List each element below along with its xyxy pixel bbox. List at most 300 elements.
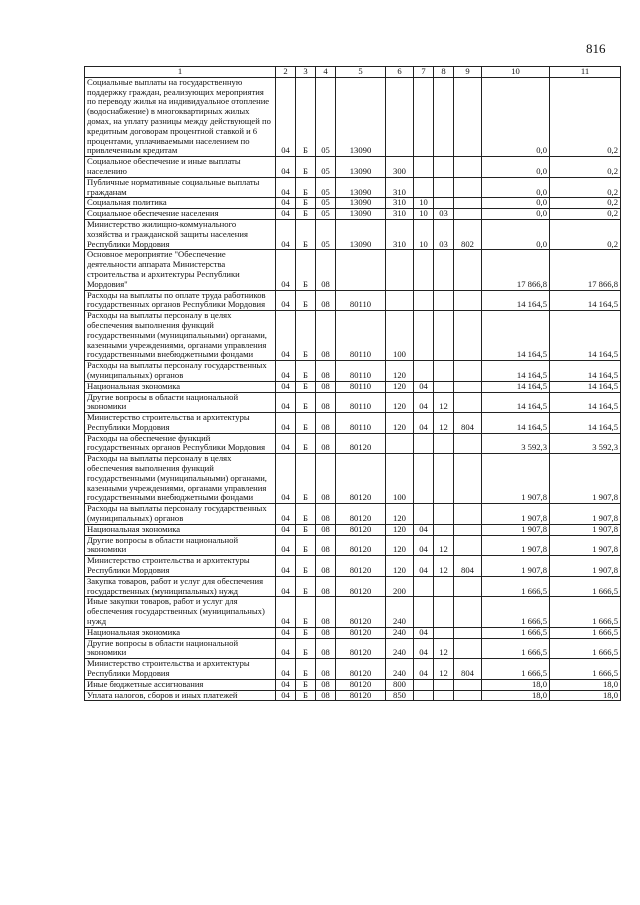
cell-col-10: 0,0 bbox=[482, 219, 550, 249]
cell-col-2: 04 bbox=[276, 77, 296, 156]
cell-col-10: 0,0 bbox=[482, 177, 550, 198]
column-header: 1 bbox=[85, 67, 276, 78]
cell-col-6: 310 bbox=[386, 177, 414, 198]
cell-col-10: 1 666,5 bbox=[482, 638, 550, 659]
cell-col-5: 13090 bbox=[336, 157, 386, 178]
column-header: 4 bbox=[316, 67, 336, 78]
cell-col-8 bbox=[434, 198, 454, 209]
row-name: Расходы на выплаты персоналу в целях обеспечения выполнения функций государственными (муниципальными) органами, казенными учреждениями, органами управления государственными внебюджетными фондами bbox=[87, 310, 267, 360]
row-name: Другие вопросы в области национальной экономики bbox=[87, 391, 239, 412]
cell-col-8 bbox=[434, 157, 454, 178]
cell-col-3: Б bbox=[296, 659, 316, 680]
header-row bbox=[85, 67, 621, 78]
cell-col-10: 1 666,5 bbox=[482, 627, 550, 638]
table-row bbox=[85, 290, 621, 311]
row-name-cell bbox=[85, 627, 276, 638]
cell-col-8: 12 bbox=[434, 659, 454, 680]
cell-col-5: 80110 bbox=[336, 311, 386, 361]
cell-col-10: 0,0 bbox=[482, 209, 550, 220]
cell-col-9 bbox=[454, 361, 482, 382]
table-row bbox=[85, 250, 621, 290]
cell-col-11: 14 164,5 bbox=[550, 290, 621, 311]
cell-col-9 bbox=[454, 504, 482, 525]
cell-col-4: 08 bbox=[316, 250, 336, 290]
row-name-cell bbox=[85, 659, 276, 680]
cell-col-4: 08 bbox=[316, 524, 336, 535]
cell-col-8 bbox=[434, 524, 454, 535]
cell-col-10: 1 907,8 bbox=[482, 504, 550, 525]
cell-col-10: 14 164,5 bbox=[482, 361, 550, 382]
row-name-cell bbox=[85, 209, 276, 220]
row-name: Иные закупки товаров, работ и услуг для обеспечения государственных (муниципальных) нужд bbox=[87, 596, 265, 627]
cell-col-9 bbox=[454, 524, 482, 535]
row-name-cell bbox=[85, 413, 276, 434]
table-row bbox=[85, 627, 621, 638]
cell-col-2: 04 bbox=[276, 556, 296, 577]
cell-col-2: 04 bbox=[276, 361, 296, 382]
cell-col-6 bbox=[386, 77, 414, 156]
cell-col-7 bbox=[414, 177, 434, 198]
row-name: Расходы на выплаты персоналу в целях обеспечения выполнения функций государственными (муниципальными) органами, казенными учреждениями, органами управления государственными внебюджетными фондами bbox=[87, 453, 267, 503]
table-row bbox=[85, 597, 621, 627]
column-header: 3 bbox=[296, 67, 316, 78]
row-name: Иные бюджетные ассигнования bbox=[87, 678, 204, 689]
table-row bbox=[85, 392, 621, 413]
cell-col-3: Б bbox=[296, 504, 316, 525]
cell-col-9 bbox=[454, 627, 482, 638]
row-name-cell bbox=[85, 597, 276, 627]
cell-col-9 bbox=[454, 679, 482, 690]
row-name-cell bbox=[85, 679, 276, 690]
cell-col-11: 14 164,5 bbox=[550, 361, 621, 382]
cell-col-6: 300 bbox=[386, 157, 414, 178]
table-row bbox=[85, 77, 621, 156]
cell-col-4: 08 bbox=[316, 638, 336, 659]
table-row bbox=[85, 413, 621, 434]
cell-col-5: 80120 bbox=[336, 638, 386, 659]
cell-col-2: 04 bbox=[276, 690, 296, 701]
cell-col-10: 14 164,5 bbox=[482, 413, 550, 434]
cell-col-8: 12 bbox=[434, 638, 454, 659]
table-row bbox=[85, 311, 621, 361]
row-name: Социальная политика bbox=[87, 197, 167, 208]
cell-col-2: 04 bbox=[276, 433, 296, 454]
row-name-cell bbox=[85, 576, 276, 597]
cell-col-8 bbox=[434, 679, 454, 690]
cell-col-7: 04 bbox=[414, 627, 434, 638]
row-name-cell bbox=[85, 454, 276, 504]
cell-col-5: 80120 bbox=[336, 433, 386, 454]
cell-col-6: 120 bbox=[386, 392, 414, 413]
cell-col-3: Б bbox=[296, 392, 316, 413]
cell-col-5 bbox=[336, 250, 386, 290]
cell-col-2: 04 bbox=[276, 597, 296, 627]
cell-col-11: 18,0 bbox=[550, 679, 621, 690]
row-name-cell bbox=[85, 177, 276, 198]
row-name: Социальные выплаты на государственную поддержку граждан, реализующих мероприятия по переводу жилья на индивидуальное отопление (водоснабжение) в многоквартирных жилых домах, на уплату разницы между действующей по кредитным договорам процентной ставкой и 6 процентами, уплачиваемыми населением по привлеченным кредитам bbox=[87, 76, 271, 156]
cell-col-11: 1 907,8 bbox=[550, 556, 621, 577]
cell-col-8 bbox=[434, 77, 454, 156]
cell-col-9 bbox=[454, 198, 482, 209]
row-name: Министерство строительства и архитектуры Республики Мордовия bbox=[87, 555, 250, 576]
cell-col-8: 12 bbox=[434, 413, 454, 434]
cell-col-4: 08 bbox=[316, 311, 336, 361]
cell-col-10: 3 592,3 bbox=[482, 433, 550, 454]
column-header: 6 bbox=[386, 67, 414, 78]
cell-col-6: 120 bbox=[386, 504, 414, 525]
cell-col-4: 08 bbox=[316, 361, 336, 382]
cell-col-8: 03 bbox=[434, 209, 454, 220]
table-row bbox=[85, 556, 621, 577]
cell-col-4: 08 bbox=[316, 627, 336, 638]
cell-col-7: 04 bbox=[414, 659, 434, 680]
cell-col-8 bbox=[434, 504, 454, 525]
cell-col-9: 804 bbox=[454, 659, 482, 680]
column-header: 8 bbox=[434, 67, 454, 78]
row-name: Социальное обеспечение населения bbox=[87, 208, 219, 219]
cell-col-8 bbox=[434, 597, 454, 627]
table-row bbox=[85, 361, 621, 382]
budget-table bbox=[84, 66, 621, 701]
cell-col-5: 80120 bbox=[336, 556, 386, 577]
cell-col-4: 08 bbox=[316, 413, 336, 434]
cell-col-7 bbox=[414, 597, 434, 627]
cell-col-4: 05 bbox=[316, 77, 336, 156]
cell-col-7 bbox=[414, 157, 434, 178]
cell-col-2: 04 bbox=[276, 381, 296, 392]
cell-col-8: 12 bbox=[434, 556, 454, 577]
cell-col-7 bbox=[414, 504, 434, 525]
cell-col-4: 05 bbox=[316, 198, 336, 209]
cell-col-11: 1 907,8 bbox=[550, 454, 621, 504]
row-name-cell bbox=[85, 556, 276, 577]
cell-col-11: 14 164,5 bbox=[550, 311, 621, 361]
cell-col-2: 04 bbox=[276, 576, 296, 597]
row-name-cell bbox=[85, 198, 276, 209]
cell-col-4: 08 bbox=[316, 535, 336, 556]
cell-col-10: 0,0 bbox=[482, 198, 550, 209]
table-row bbox=[85, 209, 621, 220]
cell-col-5: 80120 bbox=[336, 454, 386, 504]
column-header: 7 bbox=[414, 67, 434, 78]
row-name-cell bbox=[85, 638, 276, 659]
cell-col-6: 200 bbox=[386, 576, 414, 597]
row-name: Национальная экономика bbox=[87, 523, 181, 534]
cell-col-2: 04 bbox=[276, 627, 296, 638]
cell-col-3: Б bbox=[296, 290, 316, 311]
cell-col-4: 08 bbox=[316, 659, 336, 680]
cell-col-10: 17 866,8 bbox=[482, 250, 550, 290]
cell-col-3: Б bbox=[296, 209, 316, 220]
table-row bbox=[85, 381, 621, 392]
cell-col-5: 13090 bbox=[336, 77, 386, 156]
table-row bbox=[85, 198, 621, 209]
cell-col-5: 80120 bbox=[336, 597, 386, 627]
cell-col-4: 08 bbox=[316, 381, 336, 392]
cell-col-10: 14 164,5 bbox=[482, 311, 550, 361]
cell-col-6: 240 bbox=[386, 659, 414, 680]
row-name-cell bbox=[85, 361, 276, 382]
cell-col-6: 120 bbox=[386, 361, 414, 382]
cell-col-4: 05 bbox=[316, 157, 336, 178]
cell-col-5: 80120 bbox=[336, 504, 386, 525]
cell-col-4: 05 bbox=[316, 209, 336, 220]
cell-col-9 bbox=[454, 77, 482, 156]
row-name: Публичные нормативные социальные выплаты гражданам bbox=[87, 176, 260, 197]
cell-col-11: 18,0 bbox=[550, 690, 621, 701]
row-name-cell bbox=[85, 381, 276, 392]
cell-col-3: Б bbox=[296, 690, 316, 701]
cell-col-4: 08 bbox=[316, 690, 336, 701]
cell-col-11: 0,2 bbox=[550, 177, 621, 198]
cell-col-2: 04 bbox=[276, 679, 296, 690]
row-name: Расходы на выплаты по оплате труда работников государственных органов Республики Мордовия bbox=[87, 289, 266, 310]
cell-col-6: 240 bbox=[386, 638, 414, 659]
cell-col-9: 802 bbox=[454, 219, 482, 249]
row-name-cell bbox=[85, 690, 276, 701]
cell-col-2: 04 bbox=[276, 659, 296, 680]
cell-col-8: 12 bbox=[434, 392, 454, 413]
cell-col-10: 0,0 bbox=[482, 77, 550, 156]
cell-col-9 bbox=[454, 690, 482, 701]
cell-col-8 bbox=[434, 454, 454, 504]
cell-col-8 bbox=[434, 361, 454, 382]
cell-col-7 bbox=[414, 250, 434, 290]
cell-col-3: Б bbox=[296, 361, 316, 382]
cell-col-3: Б bbox=[296, 250, 316, 290]
cell-col-7: 10 bbox=[414, 198, 434, 209]
cell-col-3: Б bbox=[296, 433, 316, 454]
cell-col-7 bbox=[414, 576, 434, 597]
table-row bbox=[85, 504, 621, 525]
cell-col-3: Б bbox=[296, 77, 316, 156]
cell-col-3: Б bbox=[296, 157, 316, 178]
cell-col-10: 1 666,5 bbox=[482, 576, 550, 597]
cell-col-9 bbox=[454, 535, 482, 556]
cell-col-10: 1 666,5 bbox=[482, 659, 550, 680]
cell-col-10: 1 907,8 bbox=[482, 556, 550, 577]
cell-col-11: 14 164,5 bbox=[550, 392, 621, 413]
cell-col-11: 14 164,5 bbox=[550, 413, 621, 434]
cell-col-3: Б bbox=[296, 535, 316, 556]
cell-col-11: 1 666,5 bbox=[550, 627, 621, 638]
cell-col-4: 08 bbox=[316, 597, 336, 627]
cell-col-9: 804 bbox=[454, 413, 482, 434]
cell-col-3: Б bbox=[296, 638, 316, 659]
cell-col-2: 04 bbox=[276, 392, 296, 413]
row-name: Основное мероприятие "Обеспечение деятельности аппарата Министерства строительства и архитектуры Республики Мордовия" bbox=[87, 249, 240, 289]
row-name-cell bbox=[85, 290, 276, 311]
cell-col-11: 0,2 bbox=[550, 198, 621, 209]
table-row bbox=[85, 454, 621, 504]
cell-col-11: 1 666,5 bbox=[550, 638, 621, 659]
cell-col-3: Б bbox=[296, 381, 316, 392]
cell-col-9 bbox=[454, 209, 482, 220]
cell-col-4: 08 bbox=[316, 679, 336, 690]
row-name: Расходы на выплаты персоналу государственных (муниципальных) органов bbox=[87, 503, 267, 524]
cell-col-2: 04 bbox=[276, 504, 296, 525]
cell-col-7: 10 bbox=[414, 209, 434, 220]
cell-col-8 bbox=[434, 576, 454, 597]
cell-col-9 bbox=[454, 381, 482, 392]
row-name: Расходы на выплаты персоналу государственных (муниципальных) органов bbox=[87, 360, 267, 380]
cell-col-9 bbox=[454, 157, 482, 178]
cell-col-10: 1 907,8 bbox=[482, 454, 550, 504]
cell-col-5: 80120 bbox=[336, 690, 386, 701]
cell-col-3: Б bbox=[296, 679, 316, 690]
cell-col-9 bbox=[454, 392, 482, 413]
cell-col-8 bbox=[434, 311, 454, 361]
row-name: Социальное обеспечение и иные выплаты населению bbox=[87, 156, 241, 176]
cell-col-5: 80120 bbox=[336, 576, 386, 597]
cell-col-9 bbox=[454, 177, 482, 198]
table-row bbox=[85, 157, 621, 178]
cell-col-5: 80110 bbox=[336, 392, 386, 413]
row-name: Национальная экономика bbox=[87, 626, 181, 637]
cell-col-8 bbox=[434, 381, 454, 392]
cell-col-8: 03 bbox=[434, 219, 454, 249]
cell-col-4: 08 bbox=[316, 433, 336, 454]
row-name-cell bbox=[85, 433, 276, 454]
cell-col-4: 08 bbox=[316, 392, 336, 413]
cell-col-6: 120 bbox=[386, 524, 414, 535]
cell-col-2: 04 bbox=[276, 454, 296, 504]
column-header: 5 bbox=[336, 67, 386, 78]
row-name: Министерство жилищно-коммунального хозяйства и гражданской защиты населения Республики Мордовия bbox=[87, 218, 248, 249]
cell-col-7: 04 bbox=[414, 381, 434, 392]
cell-col-6: 310 bbox=[386, 198, 414, 209]
row-name: Уплата налогов, сборов и иных платежей bbox=[87, 689, 238, 700]
cell-col-6: 120 bbox=[386, 556, 414, 577]
table-row bbox=[85, 177, 621, 198]
cell-col-4: 08 bbox=[316, 454, 336, 504]
row-name: Закупка товаров, работ и услуг для обеспечения государственных (муниципальных) нужд bbox=[87, 575, 264, 596]
cell-col-9 bbox=[454, 311, 482, 361]
cell-col-10: 14 164,5 bbox=[482, 392, 550, 413]
row-name-cell bbox=[85, 504, 276, 525]
cell-col-11: 1 666,5 bbox=[550, 659, 621, 680]
cell-col-2: 04 bbox=[276, 524, 296, 535]
cell-col-3: Б bbox=[296, 627, 316, 638]
cell-col-3: Б bbox=[296, 311, 316, 361]
column-header: 11 bbox=[550, 67, 621, 78]
cell-col-6 bbox=[386, 290, 414, 311]
cell-col-2: 04 bbox=[276, 177, 296, 198]
row-name: Министерство строительства и архитектуры Республики Мордовия bbox=[87, 658, 250, 679]
cell-col-6: 120 bbox=[386, 413, 414, 434]
cell-col-4: 05 bbox=[316, 219, 336, 249]
table-row bbox=[85, 638, 621, 659]
cell-col-8 bbox=[434, 627, 454, 638]
cell-col-3: Б bbox=[296, 597, 316, 627]
cell-col-7 bbox=[414, 290, 434, 311]
cell-col-6: 240 bbox=[386, 597, 414, 627]
cell-col-8 bbox=[434, 433, 454, 454]
cell-col-10: 1 666,5 bbox=[482, 597, 550, 627]
table-row bbox=[85, 219, 621, 249]
cell-col-9 bbox=[454, 250, 482, 290]
cell-col-5: 80120 bbox=[336, 535, 386, 556]
cell-col-7: 04 bbox=[414, 524, 434, 535]
table-row bbox=[85, 679, 621, 690]
row-name: Министерство строительства и архитектуры Республики Мордовия bbox=[87, 412, 250, 432]
row-name-cell bbox=[85, 311, 276, 361]
cell-col-9: 804 bbox=[454, 556, 482, 577]
cell-col-9 bbox=[454, 290, 482, 311]
cell-col-10: 14 164,5 bbox=[482, 290, 550, 311]
cell-col-7 bbox=[414, 454, 434, 504]
cell-col-11: 0,2 bbox=[550, 157, 621, 178]
cell-col-11: 14 164,5 bbox=[550, 381, 621, 392]
row-name-cell bbox=[85, 250, 276, 290]
cell-col-3: Б bbox=[296, 413, 316, 434]
row-name-cell bbox=[85, 524, 276, 535]
table-body bbox=[85, 77, 621, 701]
cell-col-4: 08 bbox=[316, 556, 336, 577]
cell-col-6: 310 bbox=[386, 219, 414, 249]
cell-col-10: 0,0 bbox=[482, 157, 550, 178]
cell-col-7: 04 bbox=[414, 556, 434, 577]
cell-col-3: Б bbox=[296, 177, 316, 198]
cell-col-8 bbox=[434, 290, 454, 311]
row-name-cell bbox=[85, 535, 276, 556]
row-name-cell bbox=[85, 219, 276, 249]
cell-col-2: 04 bbox=[276, 198, 296, 209]
table-row bbox=[85, 690, 621, 701]
cell-col-4: 08 bbox=[316, 504, 336, 525]
cell-col-5: 13090 bbox=[336, 198, 386, 209]
cell-col-11: 3 592,3 bbox=[550, 433, 621, 454]
table-row bbox=[85, 659, 621, 680]
cell-col-2: 04 bbox=[276, 638, 296, 659]
cell-col-6: 120 bbox=[386, 381, 414, 392]
cell-col-5: 80110 bbox=[336, 413, 386, 434]
cell-col-2: 04 bbox=[276, 535, 296, 556]
cell-col-9 bbox=[454, 638, 482, 659]
cell-col-7: 04 bbox=[414, 413, 434, 434]
cell-col-2: 04 bbox=[276, 413, 296, 434]
cell-col-6: 850 bbox=[386, 690, 414, 701]
cell-col-9 bbox=[454, 433, 482, 454]
cell-col-5: 80110 bbox=[336, 290, 386, 311]
cell-col-5: 80120 bbox=[336, 679, 386, 690]
row-name: Национальная экономика bbox=[87, 380, 181, 391]
column-header: 9 bbox=[454, 67, 482, 78]
cell-col-11: 1 907,8 bbox=[550, 524, 621, 535]
cell-col-9 bbox=[454, 454, 482, 504]
cell-col-8: 12 bbox=[434, 535, 454, 556]
cell-col-3: Б bbox=[296, 219, 316, 249]
cell-col-7 bbox=[414, 77, 434, 156]
cell-col-9 bbox=[454, 576, 482, 597]
page-number: 816 bbox=[586, 41, 606, 56]
cell-col-7: 04 bbox=[414, 535, 434, 556]
cell-col-9 bbox=[454, 597, 482, 627]
cell-col-6: 100 bbox=[386, 311, 414, 361]
cell-col-3: Б bbox=[296, 556, 316, 577]
cell-col-11: 1 666,5 bbox=[550, 576, 621, 597]
column-header: 10 bbox=[482, 67, 550, 78]
cell-col-11: 1 907,8 bbox=[550, 535, 621, 556]
cell-col-2: 04 bbox=[276, 290, 296, 311]
cell-col-2: 04 bbox=[276, 311, 296, 361]
cell-col-5: 80110 bbox=[336, 361, 386, 382]
cell-col-8 bbox=[434, 250, 454, 290]
row-name: Другие вопросы в области национальной экономики bbox=[87, 637, 239, 658]
cell-col-10: 1 907,8 bbox=[482, 535, 550, 556]
cell-col-2: 04 bbox=[276, 219, 296, 249]
cell-col-10: 14 164,5 bbox=[482, 381, 550, 392]
